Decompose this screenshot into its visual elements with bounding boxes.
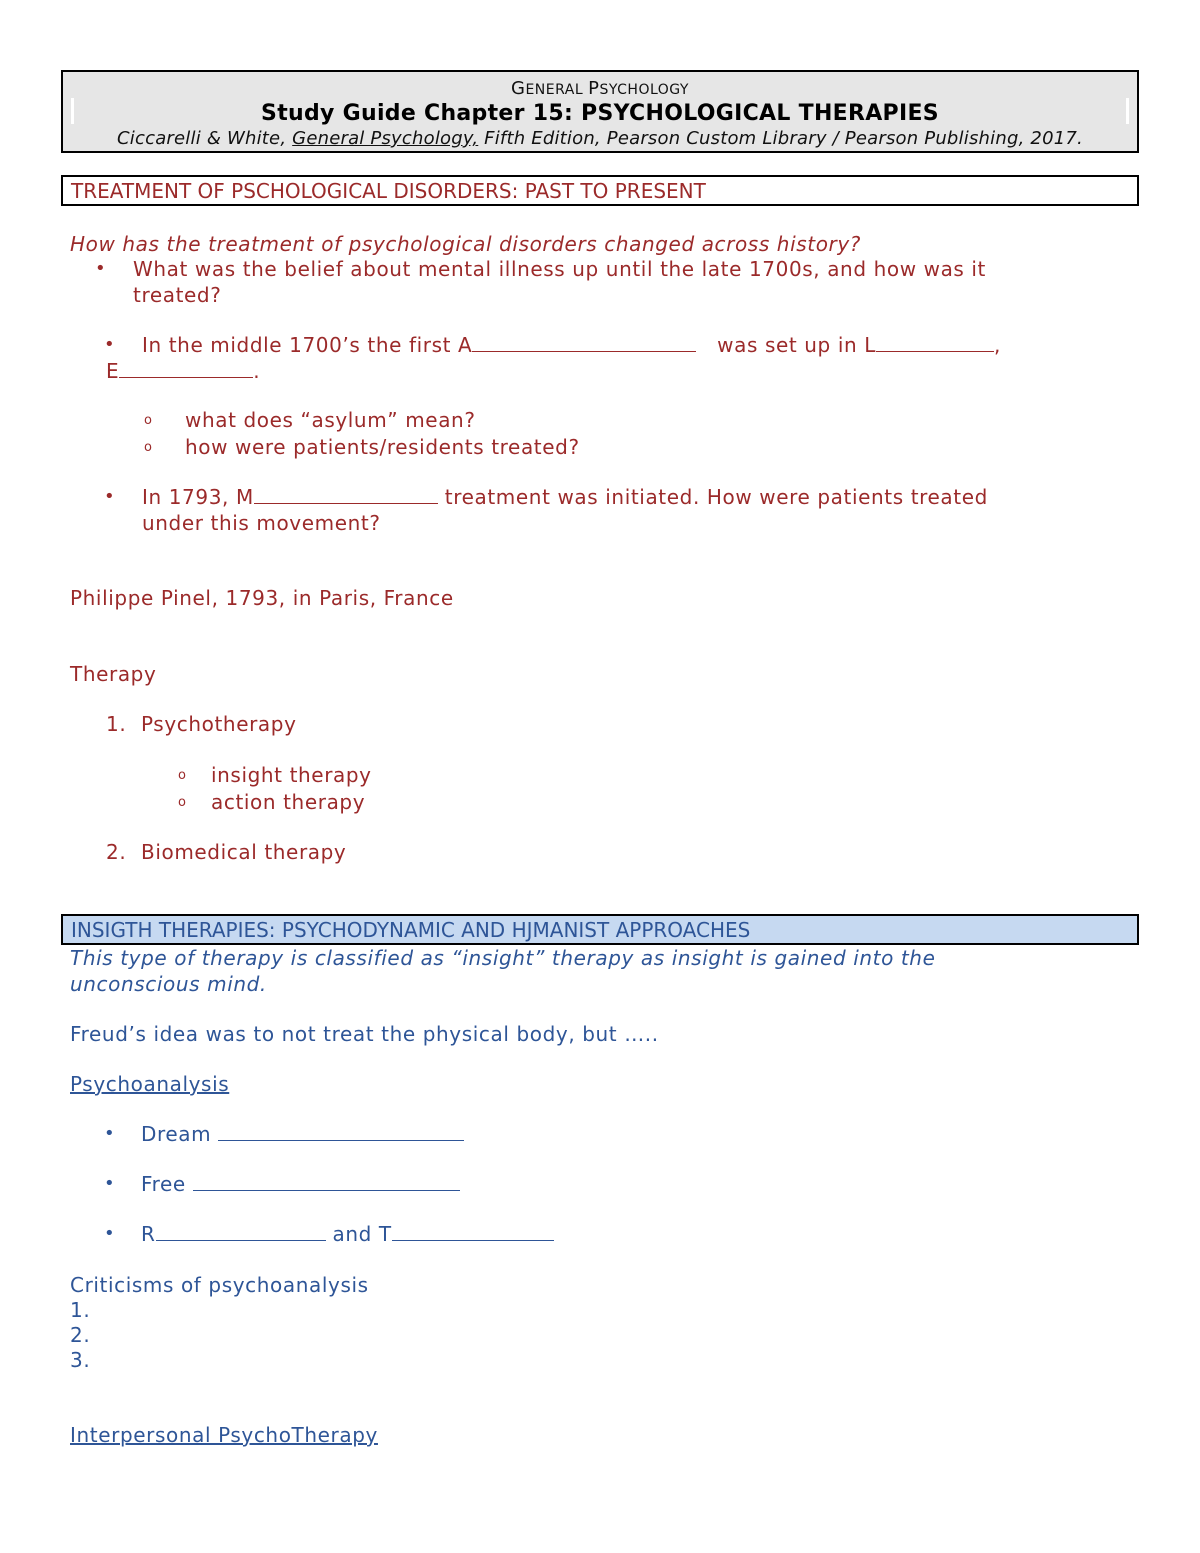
- asylum-fill-line-cont: E .: [106, 359, 261, 383]
- section-heading-insight: INSIGTH THERAPIES: PSYCHODYNAMIC AND HJMANIST APPROACHES: [61, 914, 1139, 945]
- criticism-item: 1.: [70, 1298, 91, 1322]
- bullet-glyph: •: [104, 334, 115, 355]
- moral-treatment-fill: In 1793, M treatment was initiated. How were patients treated: [142, 485, 988, 509]
- fill-blank[interactable]: [392, 1222, 554, 1241]
- fill-blank[interactable]: [193, 1172, 460, 1191]
- header-box: [61, 70, 1139, 153]
- moral-treatment-fill-cont: under this movement?: [142, 511, 381, 535]
- pinel-note: Philippe Pinel, 1793, in Paris, France: [70, 586, 454, 610]
- fill-blank[interactable]: [156, 1222, 326, 1241]
- insight-intro: This type of therapy is classified as “insight” therapy as insight is gained into the: [70, 946, 936, 970]
- free-association-fill: Free: [141, 1172, 460, 1196]
- insight-therapy-item: insight therapy: [211, 763, 372, 787]
- fill-blank[interactable]: [472, 333, 696, 352]
- fill-blank[interactable]: [218, 1122, 464, 1141]
- psychoanalysis-heading: Psychoanalysis: [70, 1072, 230, 1096]
- page-title: Study Guide Chapter 15: PSYCHOLOGICAL THERAPIES: [261, 101, 939, 126]
- patients-treated-question: how were patients/residents treated?: [185, 435, 580, 459]
- action-therapy-item: action therapy: [211, 790, 366, 814]
- history-question: How has the treatment of psychological disorders changed across history?: [70, 232, 862, 256]
- insight-intro-cont: unconscious mind.: [70, 972, 267, 996]
- circle-bullet: o: [144, 413, 152, 428]
- criticisms-heading: Criticisms of psychoanalysis: [70, 1273, 369, 1297]
- question-belief-cont: treated?: [133, 283, 222, 307]
- biomedical-therapy-item: Biomedical therapy: [141, 840, 347, 864]
- circle-bullet: o: [178, 795, 186, 810]
- course-name: GENERAL PSYCHOLOGY: [511, 78, 689, 99]
- dream-fill: Dream: [141, 1122, 464, 1146]
- interpersonal-heading: Interpersonal PsychoTherapy: [70, 1423, 378, 1447]
- fill-blank[interactable]: [876, 333, 994, 352]
- citation: Ciccarelli & White, General Psychology, Fifth Edition, Pearson Custom Library / Pearson Publishing, 2017.: [117, 128, 1083, 149]
- circle-bullet: o: [144, 440, 152, 455]
- bullet-glyph: •: [104, 486, 115, 507]
- list-number: 2.: [106, 840, 127, 864]
- bullet-glyph: •: [104, 1223, 115, 1244]
- question-belief: What was the belief about mental illness up until the late 1700s, and how was it: [133, 257, 986, 281]
- list-number: 1.: [106, 712, 127, 736]
- criticism-item: 2.: [70, 1323, 91, 1347]
- bullet-glyph: •: [95, 258, 106, 279]
- circle-bullet: o: [178, 768, 186, 783]
- freud-idea: Freud’s idea was to not treat the physical body, but …..: [70, 1022, 659, 1046]
- fill-blank[interactable]: [254, 485, 438, 504]
- bullet-glyph: •: [104, 1123, 115, 1144]
- resistance-transference-fill: R and T: [141, 1222, 554, 1246]
- fill-blank[interactable]: [119, 359, 253, 378]
- criticism-item: 3.: [70, 1348, 91, 1372]
- asylum-meaning-question: what does “asylum” mean?: [185, 408, 476, 432]
- asylum-fill-line: In the middle 1700’s the first A was set up in L ,: [142, 333, 1001, 357]
- bullet-glyph: •: [104, 1173, 115, 1194]
- psychotherapy-item: Psychotherapy: [141, 712, 297, 736]
- therapy-heading: Therapy: [70, 662, 157, 686]
- section-heading-treatment: TREATMENT OF PSCHOLOGICAL DISORDERS: PAST TO PRESENT: [61, 175, 1139, 206]
